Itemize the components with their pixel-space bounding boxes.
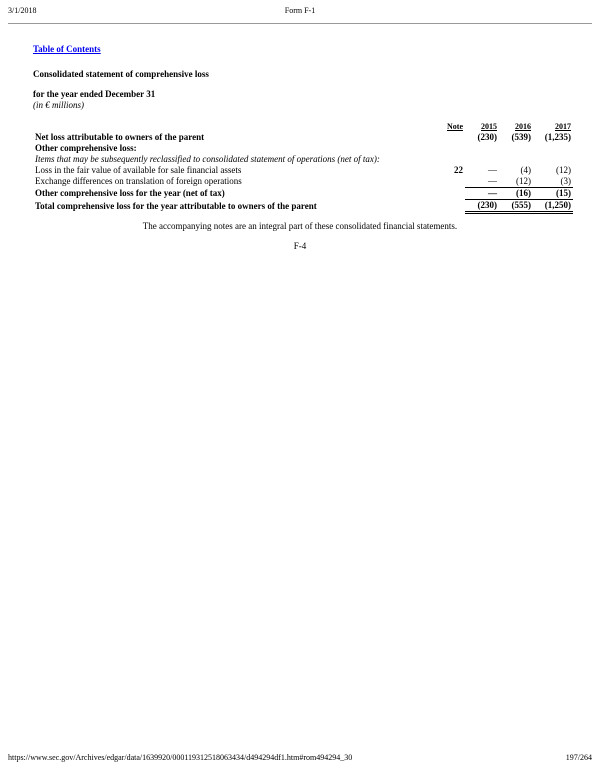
row-value-2015: — — [488, 165, 497, 175]
label-column-header — [33, 121, 435, 132]
footer-page-count: 197/264 — [565, 753, 592, 762]
row-note — [435, 200, 465, 213]
statement-units: (in € millions) — [33, 100, 84, 110]
row-value-2017: (3) — [533, 176, 573, 188]
header-divider — [8, 23, 592, 24]
column-header-2015: 2015 — [481, 122, 497, 131]
row-note — [435, 188, 465, 200]
financial-table — [33, 121, 573, 214]
column-header-note: Note — [447, 122, 463, 131]
page-number: F-4 — [293, 241, 307, 251]
statement-title: Consolidated statement of comprehensive loss — [33, 69, 209, 79]
table-row — [33, 132, 573, 143]
row-value-2016: (12) — [499, 176, 533, 188]
row-label: Other comprehensive loss: — [35, 143, 137, 153]
row-note — [435, 132, 465, 143]
row-label: Items that may be subsequently reclassified to consolidated statement of operations (net of tax): — [35, 154, 380, 164]
row-value-2015: (230) — [477, 132, 497, 142]
table-row — [33, 200, 573, 213]
row-label: Net loss attributable to owners of the parent — [35, 132, 205, 142]
row-value-2016: (555) — [499, 200, 533, 213]
row-value-2015: — — [465, 176, 499, 188]
row-value-2017: (1,235) — [544, 132, 571, 142]
row-label: Other comprehensive loss for the year (net of tax) — [35, 188, 225, 198]
row-value-2017: (15) — [533, 188, 573, 200]
table-row — [33, 188, 573, 200]
row-note: 22 — [454, 165, 463, 175]
table-of-contents-link[interactable]: Table of Contents — [33, 44, 101, 54]
header-form-title: Form F-1 — [284, 6, 316, 15]
row-value-2016: (16) — [499, 188, 533, 200]
header-date: 3/1/2018 — [8, 6, 37, 15]
table-row — [33, 154, 573, 165]
table-row — [33, 176, 573, 188]
table-row — [33, 165, 573, 176]
table-header-row — [33, 121, 573, 132]
row-value-2017: (12) — [556, 165, 571, 175]
column-header-2016: 2016 — [515, 122, 531, 131]
row-label: Total comprehensive loss for the year attributable to owners of the parent — [35, 200, 317, 211]
statement-footnote: The accompanying notes are an integral part of these consolidated financial statements. — [142, 221, 458, 231]
row-value-2016: (539) — [511, 132, 531, 142]
table-row — [33, 143, 573, 154]
column-header-2017: 2017 — [555, 122, 571, 131]
row-value-2015: (230) — [465, 200, 499, 213]
row-value-2017: (1,250) — [533, 200, 573, 213]
footer-url: https://www.sec.gov/Archives/edgar/data/1639920/000119312518063434/d494294df1.htm#rom494294_30 — [8, 753, 353, 762]
row-label: Exchange differences on translation of foreign operations — [35, 176, 242, 187]
row-value-2015: — — [465, 188, 499, 200]
row-value-2016: (4) — [520, 165, 531, 175]
row-label: Loss in the fair value of available for sale financial assets — [35, 165, 242, 175]
statement-period: for the year ended December 31 — [33, 89, 156, 99]
row-note — [435, 176, 465, 188]
